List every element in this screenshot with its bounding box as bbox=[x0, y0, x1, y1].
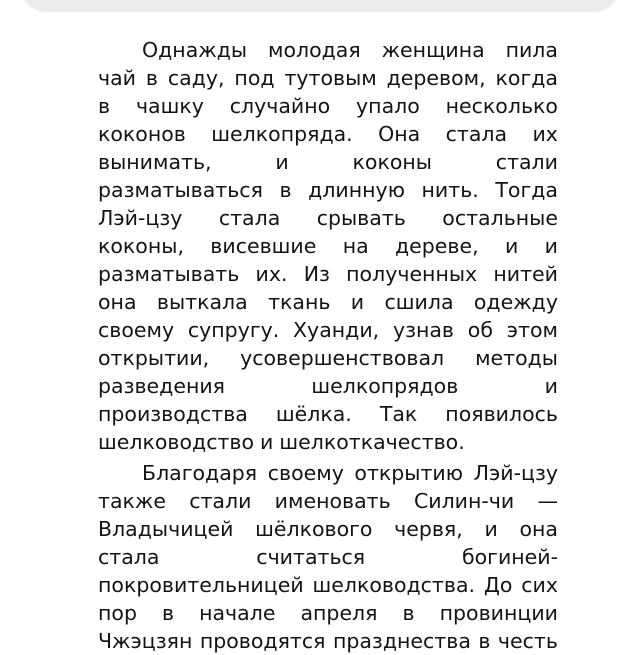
text-line: пор в начале апреля в провинции bbox=[98, 601, 558, 625]
text-line: вынимать, и коконы стали bbox=[98, 150, 558, 174]
text-line: шелководство и шелкоткачество. bbox=[98, 430, 465, 454]
text-line: Владычицей шёлкового червя, и она bbox=[98, 517, 558, 541]
text-line: разведения шелкопрядов и bbox=[98, 374, 558, 398]
text-line: производства шёлка. Так появилось bbox=[98, 402, 558, 426]
text-line: Однажды молодая женщина пила bbox=[142, 38, 558, 62]
text-line: коконов шелкопряда. Она стала их bbox=[98, 122, 558, 146]
text-line: открытии, усовершенствовал методы bbox=[98, 346, 558, 370]
text-line: Чжэцзян проводятся празднества в честь bbox=[98, 629, 558, 653]
text-line: покровительницей шелководства. До сих bbox=[98, 573, 558, 597]
text-line: разматываться в длинную нить. Тогда bbox=[98, 178, 558, 202]
text-line: в чашку случайно упало несколько bbox=[98, 94, 558, 118]
top-bar bbox=[20, 0, 620, 12]
text-line: чай в саду, под тутовым деревом, когда bbox=[98, 66, 558, 90]
text-line: коконы, висевшие на дереве, и и bbox=[98, 234, 558, 258]
text-line: Благодаря своему открытию Лэй-цзу bbox=[142, 461, 558, 485]
text-line: она выткала ткань и сшила одежду bbox=[98, 290, 558, 314]
text-line: своему супругу. Хуанди, узнав об этом bbox=[98, 318, 558, 342]
text-line: стала считаться богиней- bbox=[98, 545, 558, 569]
text-line: также стали именовать Силин-чи — bbox=[98, 489, 558, 513]
text-line: Лэй-цзу стала срывать остальные bbox=[98, 206, 558, 230]
text-line: разматывать их. Из полученных нитей bbox=[98, 262, 558, 286]
